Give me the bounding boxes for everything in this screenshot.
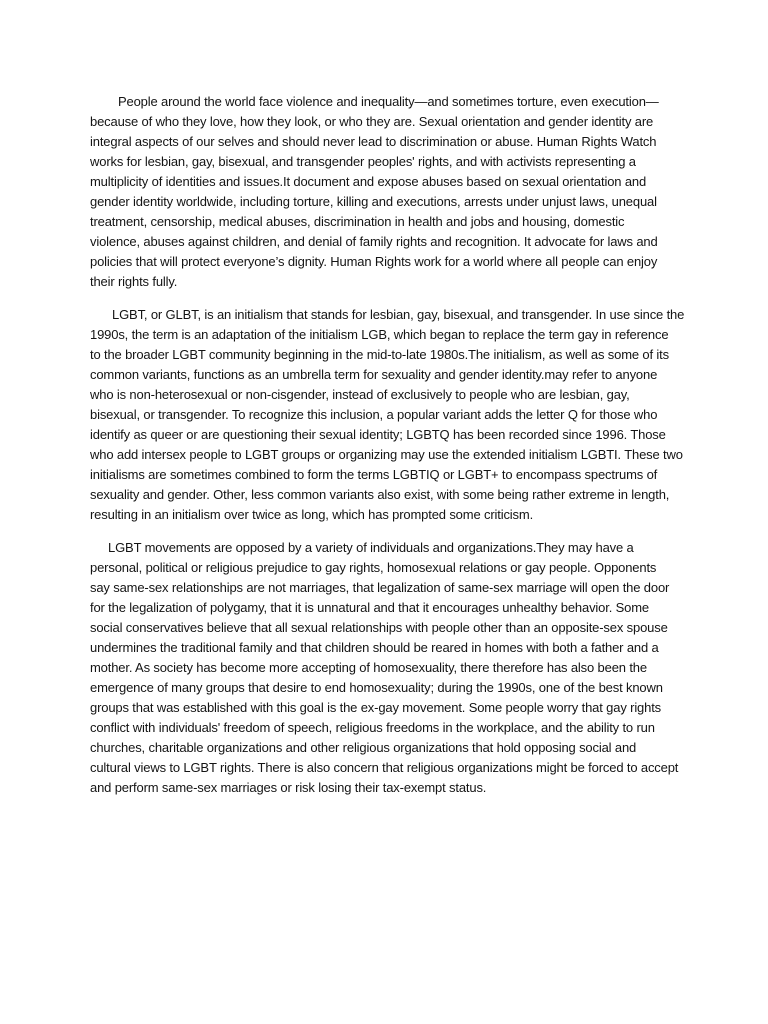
text-line: personal, political or religious prejudice to gay rights, homosexual relations or gay people. Opponents — [90, 560, 657, 575]
text-line: groups that was established with this goal is the ex-gay movement. Some people worry that gay rights — [90, 700, 662, 715]
text-line: sexuality and gender. Other, less common variants also exist, with some being rather extreme in length, — [90, 487, 670, 502]
text-line: cultural views to LGBT rights. There is also concern that religious organizations might be forced to accept — [90, 760, 679, 775]
text-line: who is non-heterosexual or non-cisgender, instead of exclusively to people who are lesbian, gay, — [90, 387, 630, 402]
text-line: resulting in an initialism over twice as long, which has prompted some criticism. — [90, 507, 534, 522]
text-line: common variants, functions as an umbrella term for sexuality and gender identity.may refer to anyone — [90, 367, 658, 382]
text-line: LGBT, or GLBT, is an initialism that stands for lesbian, gay, bisexual, and transgender. In use since the — [112, 307, 685, 322]
text-line: churches, charitable organizations and other religious organizations that hold opposing social and — [90, 740, 637, 755]
paragraph-1 — [90, 92, 730, 292]
text-line: undermines the traditional family and that children should be reared in homes with both a father and a — [90, 640, 659, 655]
text-line: gender identity worldwide, including torture, killing and executions, arrests under unjust laws, unequal — [90, 194, 657, 209]
text-line: violence, abuses against children, and denial of family rights and recognition. It advocate for laws and — [90, 234, 658, 249]
text-line: People around the world face violence and inequality—and sometimes torture, even execution— — [118, 94, 659, 109]
text-line: multiplicity of identities and issues.It document and expose abuses based on sexual orientation and — [90, 174, 647, 189]
text-line: mother. As society has become more accepting of homosexuality, there therefore has also been the — [90, 660, 647, 675]
text-line: because of who they love, how they look, or who they are. Sexual orientation and gender identity are — [90, 114, 654, 129]
paragraph-2 — [90, 305, 730, 525]
paragraph-3 — [90, 538, 730, 798]
text-line: bisexual, or transgender. To recognize this inclusion, a popular variant adds the letter Q for those who — [90, 407, 658, 422]
text-line: LGBT movements are opposed by a variety of individuals and organizations.They may have a — [108, 540, 634, 555]
text-line: and perform same-sex marriages or risk losing their tax-exempt status. — [90, 780, 487, 795]
document-body — [90, 92, 730, 811]
text-line: 1990s, the term is an adaptation of the initialism LGB, which began to replace the term gay in reference — [90, 327, 669, 342]
text-line: their rights fully. — [90, 274, 178, 289]
text-line: integral aspects of our selves and should never lead to discrimination or abuse. Human Rights Watch — [90, 134, 657, 149]
text-line: identify as queer or are questioning their sexual identity; LGBTQ has been recorded since 1996. Those — [90, 427, 666, 442]
text-line: policies that will protect everyone’s dignity. Human Rights work for a world where all people can enjoy — [90, 254, 658, 269]
text-line: social conservatives believe that all sexual relationships with people other than an opposite-sex spouse — [90, 620, 668, 635]
text-line: conflict with individuals' freedom of speech, religious freedoms in the workplace, and the ability to run — [90, 720, 655, 735]
text-line: for the legalization of polygamy, that it is unnatural and that it encourages unhealthy behavior. Some — [90, 600, 649, 615]
text-line: say same-sex relationships are not marriages, that legalization of same-sex marriage will open the door — [90, 580, 670, 595]
text-line: to the broader LGBT community beginning in the mid-to-late 1980s.The initialism, as well as some of its — [90, 347, 669, 362]
text-line: emergence of many groups that desire to end homosexuality; during the 1990s, one of the best known — [90, 680, 663, 695]
text-line: initialisms are sometimes combined to form the terms LGBTIQ or LGBT+ to encompass spectrums of — [90, 467, 658, 482]
text-line: treatment, censorship, medical abuses, discrimination in health and jobs and housing, domestic — [90, 214, 625, 229]
text-line: who add intersex people to LGBT groups or organizing may use the extended initialism LGBTI. These two — [90, 447, 683, 462]
text-line: works for lesbian, gay, bisexual, and transgender peoples' rights, and with activists representing a — [90, 154, 636, 169]
